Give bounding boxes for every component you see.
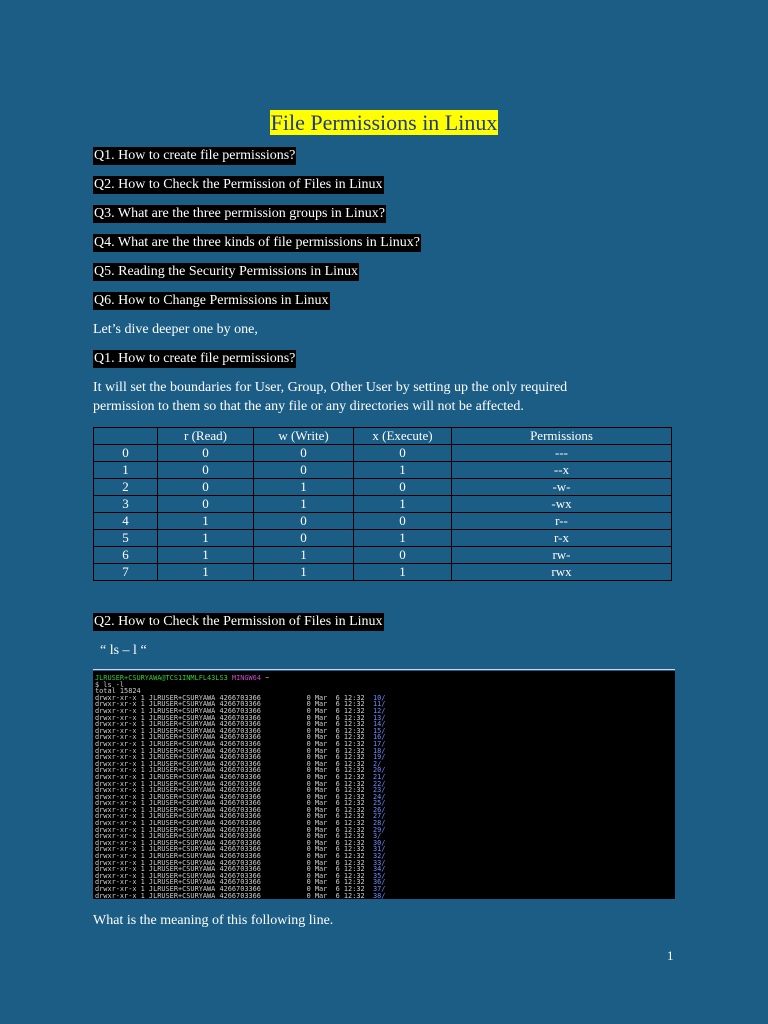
table-cell: -w- <box>452 479 672 496</box>
terminal-dir-name: 24/ <box>372 792 386 801</box>
terminal-line-meta: drwxr-xr-x 1 JLRUSER+CSURYAWA 4266703366 0 Mar 6 12:32 <box>95 858 373 867</box>
paragraph-line-2: permission to them so that the any file or any directories will not be affected. <box>93 399 524 414</box>
terminal-top-rule <box>93 669 675 670</box>
terminal-line-meta: drwxr-xr-x 1 JLRUSER+CSURYAWA 4266703366 0 Mar 6 12:32 <box>95 759 373 768</box>
terminal-dir-name: 18/ <box>372 746 386 755</box>
terminal-total: total 15824 <box>95 687 141 696</box>
table-cell: 0 <box>254 513 354 530</box>
table-row <box>94 530 672 547</box>
terminal-dir-name: 22/ <box>372 779 386 788</box>
question-4: Q4. What are the three kinds of file permissions in Linux? <box>94 235 420 250</box>
question-2: Q2. How to Check the Permission of Files in Linux <box>94 177 383 192</box>
terminal-dir-name: 37/ <box>372 885 386 893</box>
terminal-command: $ ls -l <box>95 680 125 689</box>
terminal-line-meta: drwxr-xr-x 1 JLRUSER+CSURYAWA 4266703366 0 Mar 6 12:32 <box>95 865 373 874</box>
terminal-line-meta: drwxr-xr-x 1 JLRUSER+CSURYAWA 4266703366 0 Mar 6 12:32 <box>95 792 373 801</box>
table-cell: r-x <box>452 530 672 547</box>
table-cell: 0 <box>94 445 158 462</box>
table-row <box>94 513 672 530</box>
terminal-line-meta: drwxr-xr-x 1 JLRUSER+CSURYAWA 4266703366 0 Mar 6 12:32 <box>95 726 373 735</box>
table-cell: 1 <box>158 564 254 581</box>
terminal-dir-name: 2/ <box>372 759 382 768</box>
terminal-line-meta: drwxr-xr-x 1 JLRUSER+CSURYAWA 4266703366 0 Mar 6 12:32 <box>95 713 373 722</box>
table-cell: --- <box>452 445 672 462</box>
terminal-dir-name: 12/ <box>372 706 386 715</box>
table-cell: -wx <box>452 496 672 513</box>
section1-heading: Q1. How to create file permissions? <box>94 351 296 366</box>
permissions-table <box>93 427 672 581</box>
page-number: 1 <box>667 948 674 963</box>
terminal-dir-name: 16/ <box>372 733 386 742</box>
table-cell: 4 <box>94 513 158 530</box>
terminal-line-meta: drwxr-xr-x 1 JLRUSER+CSURYAWA 4266703366 0 Mar 6 12:32 <box>95 786 373 795</box>
terminal-line-meta: drwxr-xr-x 1 JLRUSER+CSURYAWA 4266703366 0 Mar 6 12:32 <box>95 739 373 748</box>
prompt-shell: MINGW64 <box>231 674 261 682</box>
paragraph-line-1: It will set the boundaries for User, Group, Other User by setting up the only required <box>93 380 568 395</box>
table-header-row <box>94 428 672 445</box>
terminal-line-meta: drwxr-xr-x 1 JLRUSER+CSURYAWA 4266703366 0 Mar 6 12:32 <box>95 819 373 828</box>
table-cell: 0 <box>158 445 254 462</box>
terminal-dir-name: 34/ <box>372 865 386 874</box>
table-cell: rw- <box>452 547 672 564</box>
table-header: x (Execute) <box>354 428 452 445</box>
table-row <box>94 462 672 479</box>
terminal-line-meta: drwxr-xr-x 1 JLRUSER+CSURYAWA 4266703366 0 Mar 6 12:32 <box>95 746 373 755</box>
question-6: Q6. How to Change Permissions in Linux <box>94 293 329 308</box>
terminal-dir-name: 31/ <box>372 845 386 854</box>
table-cell: r-- <box>452 513 672 530</box>
table-cell: rwx <box>452 564 672 581</box>
section1-paragraph <box>93 378 567 416</box>
table-cell: 7 <box>94 564 158 581</box>
terminal-line-meta: drwxr-xr-x 1 JLRUSER+CSURYAWA 4266703366 0 Mar 6 12:32 <box>95 766 373 775</box>
terminal-dir-name: 23/ <box>372 786 386 795</box>
table-cell: 0 <box>158 479 254 496</box>
terminal-line-meta: drwxr-xr-x 1 JLRUSER+CSURYAWA 4266703366 0 Mar 6 12:32 <box>95 805 373 814</box>
terminal-listing <box>95 695 675 899</box>
terminal-dir-name: 26/ <box>372 805 386 814</box>
terminal-dir-name: 28/ <box>372 819 386 828</box>
table-header <box>94 428 158 445</box>
terminal-line-meta: drwxr-xr-x 1 JLRUSER+CSURYAWA 4266703366 0 Mar 6 12:32 <box>95 832 373 841</box>
table-row <box>94 547 672 564</box>
table-header: w (Write) <box>254 428 354 445</box>
terminal-dir-name: 11/ <box>372 700 386 709</box>
table-cell: 6 <box>94 547 158 564</box>
table-cell: 1 <box>254 479 354 496</box>
terminal-line-meta: drwxr-xr-x 1 JLRUSER+CSURYAWA 4266703366 0 Mar 6 12:32 <box>95 772 373 781</box>
document-title: File Permissions in Linux <box>270 110 498 135</box>
table-cell: 1 <box>354 462 452 479</box>
terminal-prompt <box>95 675 675 682</box>
terminal-dir-name: 17/ <box>372 739 386 748</box>
terminal-dir-name: 38/ <box>372 891 386 899</box>
table-cell: 1 <box>254 564 354 581</box>
table-cell: 1 <box>354 564 452 581</box>
terminal-line-meta: drwxr-xr-x 1 JLRUSER+CSURYAWA 4266703366 0 Mar 6 12:32 <box>95 720 373 729</box>
terminal-line-meta: drwxr-xr-x 1 JLRUSER+CSURYAWA 4266703366 0 Mar 6 12:32 <box>95 753 373 762</box>
terminal-line-meta: drwxr-xr-x 1 JLRUSER+CSURYAWA 4266703366 0 Mar 6 12:32 <box>95 891 373 899</box>
terminal-line <box>95 893 675 899</box>
terminal-dir-name: 35/ <box>372 871 386 880</box>
question-3: Q3. What are the three permission groups in Linux? <box>94 206 385 221</box>
table-cell: 1 <box>158 530 254 547</box>
terminal-dir-name: 20/ <box>372 766 386 775</box>
table-cell: 0 <box>254 530 354 547</box>
terminal-line-meta: drwxr-xr-x 1 JLRUSER+CSURYAWA 4266703366 0 Mar 6 12:32 <box>95 838 373 847</box>
question-1: Q1. How to create file permissions? <box>94 148 296 163</box>
terminal-line-meta: drwxr-xr-x 1 JLRUSER+CSURYAWA 4266703366 0 Mar 6 12:32 <box>95 779 373 788</box>
terminal-dir-name: 36/ <box>372 878 386 887</box>
document-title-wrap <box>0 110 768 136</box>
table-cell: --x <box>452 462 672 479</box>
question-5: Q5. Reading the Security Permissions in Linux <box>94 264 359 279</box>
terminal-line-meta: drwxr-xr-x 1 JLRUSER+CSURYAWA 4266703366 0 Mar 6 12:32 <box>95 706 373 715</box>
terminal-dir-name: 21/ <box>372 772 386 781</box>
table-cell: 5 <box>94 530 158 547</box>
section2-heading: Q2. How to Check the Permission of Files in Linux <box>94 614 383 629</box>
terminal-dir-name: 10/ <box>372 693 386 702</box>
closing-text: What is the meaning of this following line. <box>93 913 334 928</box>
terminal-line-meta: drwxr-xr-x 1 JLRUSER+CSURYAWA 4266703366 0 Mar 6 12:32 <box>95 799 373 808</box>
terminal-line-meta: drwxr-xr-x 1 JLRUSER+CSURYAWA 4266703366 0 Mar 6 12:32 <box>95 825 373 834</box>
table-row <box>94 479 672 496</box>
table-cell: 0 <box>254 462 354 479</box>
table-cell: 1 <box>158 513 254 530</box>
prompt-path: ~ <box>265 674 270 682</box>
intro-text: Let’s dive deeper one by one, <box>93 322 258 337</box>
table-row <box>94 564 672 581</box>
table-cell: 0 <box>354 445 452 462</box>
table-header: r (Read) <box>158 428 254 445</box>
table-cell: 1 <box>254 496 354 513</box>
table-cell: 1 <box>354 530 452 547</box>
table-cell: 1 <box>94 462 158 479</box>
terminal-dir-name: 19/ <box>372 753 386 762</box>
terminal-line-meta: drwxr-xr-x 1 JLRUSER+CSURYAWA 4266703366 0 Mar 6 12:32 <box>95 693 373 702</box>
terminal-line-meta: drwxr-xr-x 1 JLRUSER+CSURYAWA 4266703366 0 Mar 6 12:32 <box>95 852 373 861</box>
terminal-line-meta: drwxr-xr-x 1 JLRUSER+CSURYAWA 4266703366 0 Mar 6 12:32 <box>95 700 373 709</box>
terminal-line-meta: drwxr-xr-x 1 JLRUSER+CSURYAWA 4266703366 0 Mar 6 12:32 <box>95 885 373 893</box>
table-cell: 0 <box>354 513 452 530</box>
terminal-dir-name: 14/ <box>372 720 386 729</box>
terminal-dir-name: 13/ <box>372 713 386 722</box>
table-header: Permissions <box>452 428 672 445</box>
table-row <box>94 496 672 513</box>
table-cell: 1 <box>158 547 254 564</box>
table-cell: 0 <box>254 445 354 462</box>
terminal-line-meta: drwxr-xr-x 1 JLRUSER+CSURYAWA 4266703366 0 Mar 6 12:32 <box>95 733 373 742</box>
terminal-line-meta: drwxr-xr-x 1 JLRUSER+CSURYAWA 4266703366 0 Mar 6 12:32 <box>95 812 373 821</box>
terminal-dir-name: 27/ <box>372 812 386 821</box>
terminal-dir-name: 15/ <box>372 726 386 735</box>
table-cell: 0 <box>354 547 452 564</box>
table-cell: 1 <box>254 547 354 564</box>
table-cell: 0 <box>158 496 254 513</box>
table-cell: 1 <box>354 496 452 513</box>
terminal-line-meta: drwxr-xr-x 1 JLRUSER+CSURYAWA 4266703366 0 Mar 6 12:32 <box>95 871 373 880</box>
terminal-dir-name: 33/ <box>372 858 386 867</box>
terminal-dir-name: 30/ <box>372 838 386 847</box>
terminal-dir-name: 3/ <box>372 832 382 841</box>
command-text: “ ls – l “ <box>100 643 147 658</box>
table-cell: 3 <box>94 496 158 513</box>
terminal-line-meta: drwxr-xr-x 1 JLRUSER+CSURYAWA 4266703366 0 Mar 6 12:32 <box>95 878 373 887</box>
terminal-dir-name: 29/ <box>372 825 386 834</box>
terminal-line-meta: drwxr-xr-x 1 JLRUSER+CSURYAWA 4266703366 0 Mar 6 12:32 <box>95 845 373 854</box>
table-cell: 2 <box>94 479 158 496</box>
prompt-user: JLRUSER+CSURYAWA@TCS1INMLFL43LS3 <box>95 674 228 682</box>
table-cell: 0 <box>158 462 254 479</box>
terminal-dir-name: 25/ <box>372 799 386 808</box>
table-cell: 0 <box>354 479 452 496</box>
terminal-screenshot <box>93 671 675 899</box>
terminal-dir-name: 32/ <box>372 852 386 861</box>
table-row <box>94 445 672 462</box>
